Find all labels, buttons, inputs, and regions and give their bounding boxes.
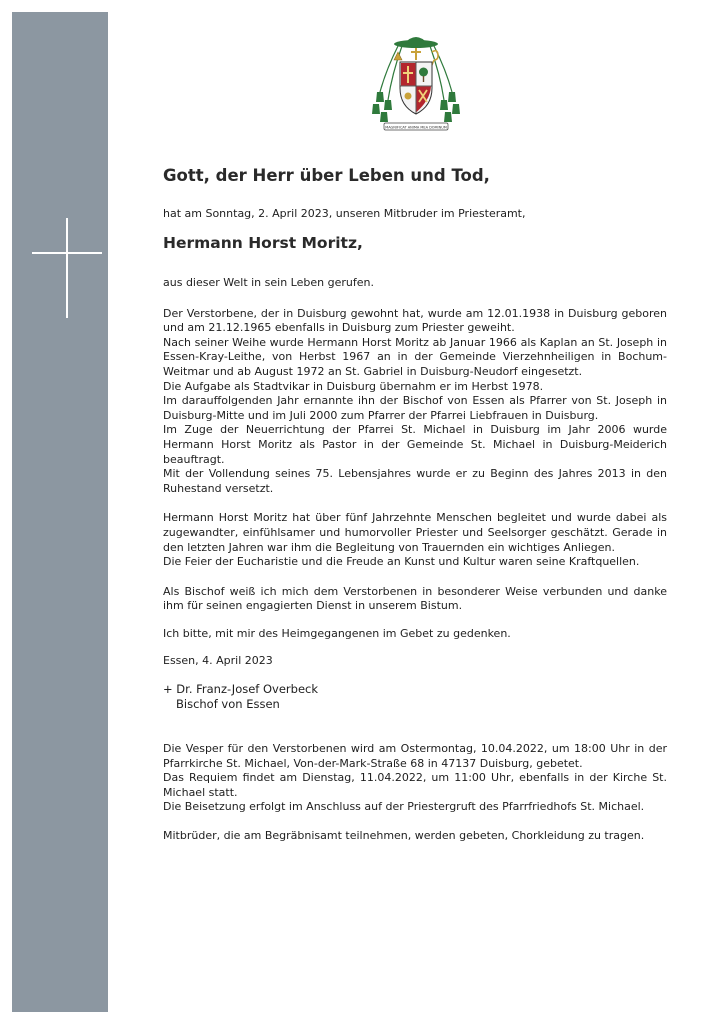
coat-of-arms <box>364 30 468 138</box>
service-line: Die Beisetzung erfolgt im Anschluss auf der Priestergruft des Pfarrfriedhofs St. Michael. <box>163 800 645 814</box>
biography-line: Die Aufgabe als Stadtvikar in Duisburg übernahm er im Herbst 1978. <box>163 379 544 393</box>
cross-horizontal <box>32 252 102 254</box>
signature-title: Bischof von Essen <box>176 697 280 712</box>
clergy-note: Mitbrüder, die am Begräbnisamt teilnehmen, werden gebeten, Chorkleidung zu tragen. <box>163 829 645 843</box>
deceased-name: Hermann Horst Moritz, <box>163 234 363 253</box>
service-line: Die Vesper für den Verstorbenen wird am Ostermontag, 10.04.2022, um 18:00 Uhr in der Pfarrkirche St. Michael, Von-der-Mark-Straße 68 in 47137 Duisburg, gebetet. <box>163 742 667 770</box>
biography <box>163 307 667 497</box>
crest-motto: MAGNIFICAT ANIMA MEA DOMINUM <box>385 125 447 130</box>
place-date: Essen, 4. April 2023 <box>163 654 273 668</box>
cross-vertical <box>66 218 68 318</box>
bishop-note: Als Bischof weiß ich mich dem Verstorbenen in besonderer Weise verbunden und danke ihm für seinen engagierten Dienst in unserem Bistum. <box>163 584 667 613</box>
biography-line: Im darauffolgenden Jahr ernannte ihn der Bischof von Essen als Pfarrer von St. Joseph in Duisburg-Mitte und im Juli 2000 zum Pfarrer der Pfarrei Liebfrauen in Duisburg. <box>163 394 667 422</box>
side-bar <box>12 12 108 1012</box>
heading: Gott, der Herr über Leben und Tod, <box>163 166 490 185</box>
intro-text: hat am Sonntag, 2. April 2023, unseren Mitbruder im Priesteramt, <box>163 207 526 220</box>
biography-line: Im Zuge der Neuerrichtung der Pfarrei St. Michael in Duisburg im Jahr 2006 wurde Hermann Horst Moritz als Pastor in der Gemeinde St. Michael in Duisburg-Meiderich beauftragt. <box>163 423 667 466</box>
prayer-request: Ich bitte, mit mir des Heimgegangenen im Gebet zu gedenken. <box>163 626 511 640</box>
tribute-line: Hermann Horst Moritz hat über fünf Jahrzehnte Menschen begleitet und wurde dabei als zugewandter, einfühlsamer und humorvoller Priester und Seelsorger geschätzt. Gerade in den letzten Jahren war ihm die Begleitung von Trauernden ein wichtiges Anliegen. <box>163 511 667 554</box>
service-details <box>163 742 667 815</box>
service-line: Das Requiem findet am Dienstag, 11.04.2022, um 11:00 Uhr, ebenfalls in der Kirche St. Michael statt. <box>163 771 667 799</box>
biography-line: Mit der Vollendung seines 75. Lebensjahres wurde er zu Beginn des Jahres 2013 in den Ruhestand versetzt. <box>163 467 667 495</box>
signature <box>163 682 667 712</box>
biography-line: Der Verstorbene, der in Duisburg gewohnt hat, wurde am 12.01.1938 in Duisburg geboren und am 21.12.1965 ebenfalls in Duisburg zum Priester geweiht. <box>163 306 667 335</box>
biography-line: Nach seiner Weihe wurde Hermann Horst Moritz ab Januar 1966 als Kaplan an St. Joseph in Essen-Kray-Leithe, von Herbst 1967 an in der Gemeinde Vierzehnheiligen in Bochum-Weitmar und ab August 1972 an St. Gabriel in Duisburg-Neudorf eingesetzt. <box>163 335 667 378</box>
tribute <box>163 511 667 569</box>
coat-of-arms-icon <box>364 30 468 138</box>
tribute-line: Die Feier der Eucharistie und die Freude an Kunst und Kultur waren seine Kraftquellen. <box>163 555 640 569</box>
signature-name: + Dr. Franz-Josef Overbeck <box>163 682 319 697</box>
called-text: aus dieser Welt in sein Leben gerufen. <box>163 276 374 290</box>
obituary-content <box>163 166 667 844</box>
